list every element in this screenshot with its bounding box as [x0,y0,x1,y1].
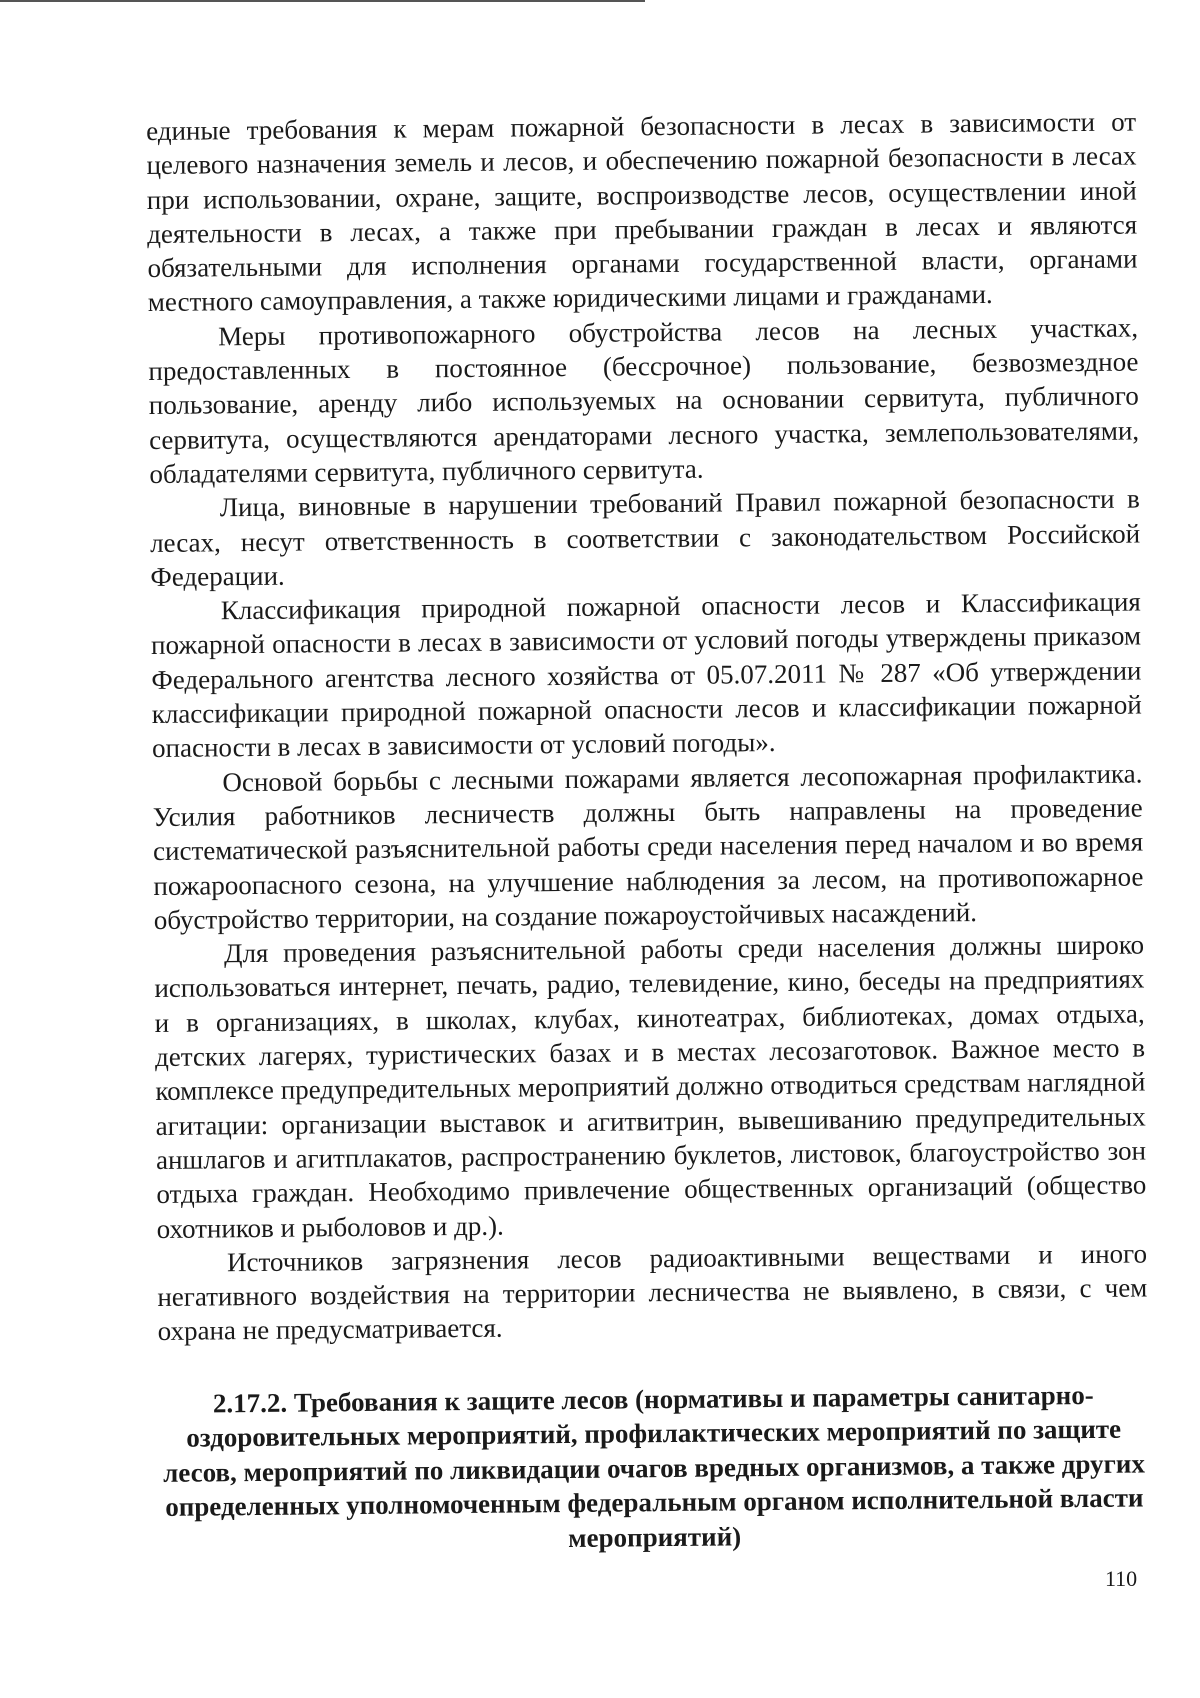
paragraph-liability: Лица, виновные в нарушении требований Правил пожарной безопасности в лесах, несут ответственность в соответствии с законодательством Российской Федерации. [149,483,1141,592]
paragraph-radioactive-pollution: Источников загрязнения лесов радиоактивными веществами и иного негативного воздействия на территории лесничества не выявлено, в связи, с чем охрана не предусматривается. [157,1238,1148,1347]
document-page [146,104,1150,1559]
section-heading-forest-protection: 2.17.2. Требования к защите лесов (нормативы и параметры санитарно-оздоровительных мероприятий, профилактических мероприятий по защите лесов, мероприятий по ликвидации очагов вредных организмов, а также других определенных уполномоченным федеральным органом исполнительной власти мероприятий) [163,1379,1146,1553]
paragraph-fire-danger-classification: Классификация природной пожарной опасности лесов и Классификация пожарной опасности в лесах в зависимости от условий погоды утверждены приказом Федерального агентства лесного хозяйства от 05.07.2011 № 287 «Об утверждении классификации природной пожарной опасности лесов и классификации пожарной опасности в лесах в зависимости от условий погоды». [150,586,1142,764]
paragraph-fire-prophylaxis: Основой борьбы с лесными пожарами является лесопожарная профилактика. Усилия работников лесничеств должны быть направлены на проведение систематической разъяснительной работы среди населения перед началом и во время пожароопасного сезона, на улучшение наблюдения за лесом, на противопожарное обустройство территории, на создание пожароустойчивых насаждений. [152,758,1144,935]
paragraph-awareness-work: Для проведения разъяснительной работы среди населения должны широко использоваться интернет, печать, радио, телевидение, кино, беседы на предприятиях и в организациях, в школах, клубах, кинотеатрах, библиотеках, домах отдыха, детских лагерях, туристических базах и в местах лесозаготовок. Важное место в комплексе предупредительных мероприятий должно отводиться средствам наглядной агитации: организации выставок и агитвитрин, вывешиванию предупредительных аншлагов и агитплакатов, распространению буклетов, листовок, благоустройство зон отдыха граждан. Необходимо привлечение общественных организаций (общество охотников и рыболовов и др.). [154,929,1147,1244]
paragraph-fire-prevention-measures: Меры противопожарного обустройства лесов на лесных участках, предоставленных в постоянное (бессрочное) пользование, безвозмездное пользование, аренду либо используемых на основании сервитута, публичного сервитута, осуществляются арендаторами лесного участка, землепользователями, обладателями сервитута, публичного сервитута. [148,312,1140,489]
scan-top-edge-line [0,0,645,2]
page-number: 110 [1105,1566,1138,1591]
paragraph-fire-safety-requirements: единые требования к мерам пожарной безопасности в лесах в зависимости от целевого назначения земель и лесов, и обеспечению пожарной безопасности в лесах при использовании, охране, защите, воспроизводстве лесов, осуществлении иной деятельности в лесах, а также при пребывании граждан в лесах и являются обязательными для исполнения органами государственной власти, органами местного самоуправления, а также юридическими лицами и гражданами. [146,106,1138,318]
